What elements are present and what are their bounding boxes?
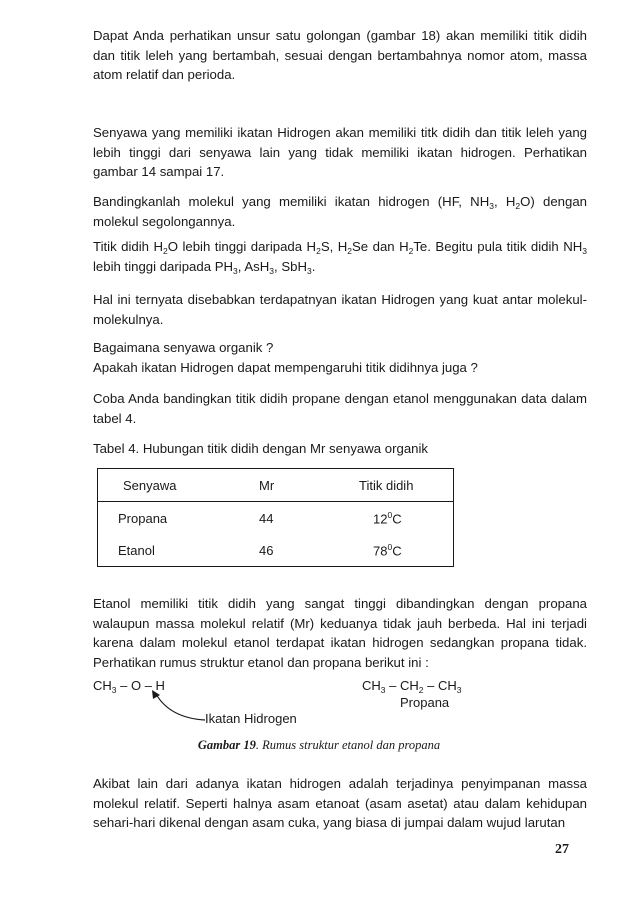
- hydrogen-bond-label: Ikatan Hidrogen: [205, 711, 297, 726]
- paragraph-5: Hal ini ternyata disebabkan terdapatnyan ikatan Hidrogen yang kuat antar molekul-molekulnya.: [93, 292, 587, 327]
- page-number: 27: [555, 842, 569, 857]
- cell-mr: 46: [259, 542, 274, 558]
- table-header-row: [98, 469, 454, 502]
- header-senyawa: Senyawa: [98, 469, 260, 502]
- cell-senyawa: Propana: [118, 510, 168, 526]
- propane-formula: $CH_3 - CH_2 - CH_3$: [362, 678, 462, 695]
- table-row: [98, 534, 454, 567]
- figure-caption: Gambar 19. Rumus struktur etanol dan propana: [197, 738, 441, 752]
- paragraph-7: Coba Anda bandingkan titik didih propane dengan etanol menggunakan data dalam tabel 4.: [93, 391, 587, 426]
- cell-titik-didih: $12^0C$: [373, 509, 402, 527]
- paragraph-3: Bandingkanlah molekul yang memiliki ikatan hidrogen (HF, $NH_3$, $H_2O$) dengan molekul segolongannya.: [93, 194, 588, 229]
- ethanol-formula: $CH_3$ – O – H: [93, 678, 165, 695]
- paragraph-9: Akibat lain dari adanya ikatan hidrogen adalah terjadinya penyimpanan massa molekul relatif. Seperti halnya asam etanoat (asam asetat) atau dalam kehidupan sehari-hari dikenal dengan asam cuka, yang biasa di jumpai dalam wujud larutan: [93, 776, 587, 830]
- propane-label: Propana: [400, 695, 450, 710]
- header-titik-didih: Titik didih: [351, 469, 454, 502]
- cell-titik-didih: $78^0C$: [373, 541, 402, 559]
- table-caption: Tabel 4. Hubungan titik didih dengan Mr senyawa organik: [93, 441, 429, 456]
- paragraph-8: Etanol memiliki titik didih yang sangat tinggi dibandingkan dengan propana walaupun massa molekul relatif (Mr) keduanya tidak jauh berbeda. Hal ini terjadi karena dalam molekul etanol terdapat ikatan hidrogen sedangkan propana tidak. Perhatikan rumus struktur etanol dan propana berikut ini :: [93, 596, 587, 670]
- paragraph-6: Bagaimana senyawa organik ? Apakah ikatan Hidrogen dapat mempengaruhi titik didihnya juga ?: [93, 340, 478, 375]
- paragraph-4: Titik didih $H_2O$ lebih tinggi daripada $H_2S$, $H_2Se$ dan $H_2Te$. Begitu pula titik didih $NH_3$ lebih tinggi daripada $PH_3$, AsH$_3$, SbH$_3$.: [93, 239, 587, 276]
- header-mr: Mr: [259, 469, 351, 502]
- cell-mr: 44: [259, 510, 274, 526]
- paragraph-1: Dapat Anda perhatikan unsur satu golongan (gambar 18) akan memiliki titik didih dan titik leleh yang bertambah, sesuai dengan bertambahnya nomor atom, massa atom relatif dan perioda.: [93, 28, 587, 82]
- boiling-point-table: [97, 468, 454, 567]
- table-row: [98, 502, 454, 535]
- cell-senyawa: Etanol: [118, 542, 155, 558]
- paragraph-2: Senyawa yang memiliki ikatan Hidrogen akan memiliki titk didih dan titik leleh yang lebih tinggi dari senyawa lain yang tidak memiliki ikatan hidrogen. Perhatikan gambar 14 sampai 17.: [93, 125, 587, 179]
